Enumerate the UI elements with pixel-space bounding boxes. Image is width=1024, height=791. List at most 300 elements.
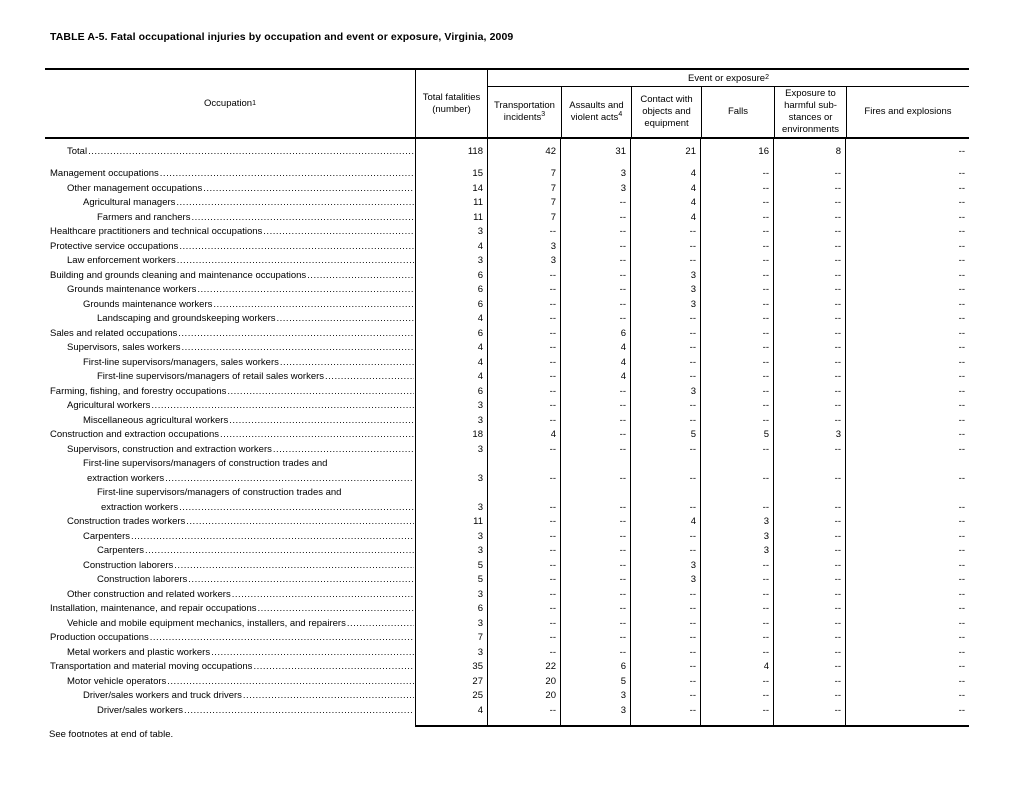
transportation-cell — [487, 457, 560, 472]
contact-cell: -- — [630, 703, 700, 718]
fires-cell: -- — [845, 500, 969, 515]
occupation-label: Grounds maintenance workers — [67, 284, 197, 296]
fires-cell: -- — [845, 631, 969, 646]
falls-cell: -- — [700, 413, 773, 428]
transportation-cell: -- — [487, 573, 560, 588]
occupation-label: Supervisors, sales workers — [67, 342, 181, 354]
occupation-header-label: Occupation — [204, 97, 253, 109]
occupation-label: Vehicle and mobile equipment mechanics, installers, and repairers — [67, 617, 346, 629]
table-row — [45, 428, 969, 443]
contact-cell: -- — [630, 529, 700, 544]
transportation-cell: -- — [487, 355, 560, 370]
exposure-cell: -- — [773, 181, 845, 196]
transportation-cell: -- — [487, 413, 560, 428]
occupation-label: Agricultural workers — [67, 400, 151, 412]
dot-leader — [191, 212, 414, 223]
occupation-cell — [45, 515, 415, 530]
falls-cell — [700, 457, 773, 472]
exposure-cell: -- — [773, 297, 845, 312]
total-fatalities-header — [415, 70, 487, 137]
occupation-cell — [45, 413, 415, 428]
occupation-cell — [45, 210, 415, 225]
occupation-cell — [45, 370, 415, 385]
table-row — [45, 558, 969, 573]
table-row — [45, 181, 969, 196]
event-exposure-header: Event or exposure 2 — [488, 70, 969, 87]
exposure-cell: -- — [773, 283, 845, 298]
total-fatalities-cell: 4 — [415, 312, 487, 327]
fires-cell: -- — [845, 587, 969, 602]
contact-cell: -- — [630, 239, 700, 254]
occupation-cell — [45, 703, 415, 718]
table-row — [45, 239, 969, 254]
occupation-label: Construction laborers — [97, 574, 188, 586]
occupation-label: Law enforcement workers — [67, 255, 176, 267]
occupation-cell — [45, 689, 415, 704]
assaults-cell: -- — [560, 413, 630, 428]
table-row — [45, 144, 969, 159]
transportation-cell: 3 — [487, 239, 560, 254]
table-row — [45, 689, 969, 704]
assaults-cell: 3 — [560, 689, 630, 704]
assaults-cell: 4 — [560, 355, 630, 370]
exposure-cell: -- — [773, 500, 845, 515]
exposure-header-label: Exposure to harmful sub-stances or environments — [781, 88, 840, 135]
fires-cell: -- — [845, 297, 969, 312]
fires-explosions-header — [846, 87, 969, 137]
assaults-cell — [560, 159, 630, 167]
fires-cell: -- — [845, 660, 969, 675]
occupation-label: Metal workers and plastic workers — [67, 646, 211, 658]
total-fatalities-cell: 6 — [415, 268, 487, 283]
falls-cell: -- — [700, 283, 773, 298]
assaults-cell: 4 — [560, 341, 630, 356]
total-fatalities-cell — [415, 486, 487, 501]
dot-leader — [182, 342, 414, 353]
assaults-cell: 31 — [560, 144, 630, 159]
occupation-header: Occupation 1 — [204, 97, 256, 109]
occupation-label: Other construction and related workers — [67, 588, 231, 600]
occupation-cell — [45, 384, 415, 399]
fires-cell: -- — [845, 268, 969, 283]
dot-leader — [88, 146, 414, 157]
falls-cell: -- — [700, 703, 773, 718]
total-fatalities-cell: 25 — [415, 689, 487, 704]
occupation-label: Landscaping and groundskeeping workers — [97, 313, 276, 325]
falls-cell: -- — [700, 268, 773, 283]
assaults-cell: -- — [560, 587, 630, 602]
table-row — [45, 225, 969, 240]
exposure-cell: -- — [773, 515, 845, 530]
total-fatalities-cell: 3 — [415, 645, 487, 660]
fires-cell: -- — [845, 573, 969, 588]
fires-cell: -- — [845, 703, 969, 718]
total-fatalities-cell: 3 — [415, 587, 487, 602]
transportation-cell: -- — [487, 283, 560, 298]
assaults-cell: -- — [560, 312, 630, 327]
occupation-cell — [45, 297, 415, 312]
assaults-cell: -- — [560, 602, 630, 617]
transportation-cell: 42 — [487, 144, 560, 159]
occupation-cell — [45, 181, 415, 196]
dot-leader — [131, 531, 414, 542]
occupation-cell — [45, 196, 415, 211]
assaults-cell: -- — [560, 573, 630, 588]
contact-cell: 21 — [630, 144, 700, 159]
table-row — [45, 500, 969, 515]
exposure-cell: -- — [773, 225, 845, 240]
transportation-cell — [487, 486, 560, 501]
dot-leader — [203, 183, 414, 194]
occupation-cell — [45, 660, 415, 675]
transportation-cell: -- — [487, 471, 560, 486]
total-fatalities-cell: 6 — [415, 326, 487, 341]
occupation-cell — [45, 674, 415, 689]
exposure-cell — [773, 159, 845, 167]
exposure-cell: -- — [773, 384, 845, 399]
contact-cell: -- — [630, 645, 700, 660]
table-row — [45, 515, 969, 530]
table-row — [45, 341, 969, 356]
total-fatalities-cell: 11 — [415, 210, 487, 225]
dot-leader — [184, 705, 414, 716]
occupation-label: Building and grounds cleaning and maintenance occupations — [50, 269, 307, 281]
assaults-cell: -- — [560, 384, 630, 399]
exposure-cell: 3 — [773, 428, 845, 443]
occupation-label: First-line supervisors/managers of construction trades and — [97, 487, 342, 499]
transportation-cell: -- — [487, 326, 560, 341]
contact-cell: 3 — [630, 283, 700, 298]
occupation-label: Construction laborers — [83, 559, 174, 571]
contact-cell — [630, 486, 700, 501]
exposure-cell: 8 — [773, 144, 845, 159]
dot-leader — [179, 502, 414, 513]
assaults-cell: -- — [560, 558, 630, 573]
exposure-cell — [773, 718, 845, 728]
falls-cell: -- — [700, 225, 773, 240]
occupation-label: Production occupations — [50, 632, 149, 644]
fires-cell: -- — [845, 399, 969, 414]
total-fatalities-header-label: Total fatalities (number) — [422, 91, 481, 115]
total-fatalities-cell: 6 — [415, 384, 487, 399]
total-fatalities-cell: 4 — [415, 341, 487, 356]
exposure-cell: -- — [773, 703, 845, 718]
total-fatalities-cell — [415, 718, 487, 728]
occupation-cell — [45, 616, 415, 631]
contact-cell: 4 — [630, 515, 700, 530]
falls-cell: 3 — [700, 515, 773, 530]
table-row — [45, 159, 969, 167]
contact-cell: 4 — [630, 181, 700, 196]
contact-cell: -- — [630, 341, 700, 356]
contact-cell: -- — [630, 471, 700, 486]
table-row — [45, 254, 969, 269]
assaults-header-label: Assaults and violent acts — [569, 100, 624, 123]
contact-cell: 5 — [630, 428, 700, 443]
transportation-cell: 7 — [487, 167, 560, 182]
contact-cell: -- — [630, 544, 700, 559]
occupation-label: Miscellaneous agricultural workers — [83, 414, 229, 426]
table-row — [45, 457, 969, 472]
occupation-cell — [45, 544, 415, 559]
contact-cell: 3 — [630, 384, 700, 399]
falls-cell: -- — [700, 312, 773, 327]
assaults-cell: -- — [560, 442, 630, 457]
assaults-cell: 6 — [560, 326, 630, 341]
assaults-cell: -- — [560, 515, 630, 530]
fires-cell: -- — [845, 529, 969, 544]
dot-leader — [160, 168, 414, 179]
contact-cell: -- — [630, 631, 700, 646]
total-fatalities-cell: 14 — [415, 181, 487, 196]
fires-cell: -- — [845, 689, 969, 704]
contact-cell: -- — [630, 312, 700, 327]
dot-leader — [197, 284, 414, 295]
falls-cell: -- — [700, 616, 773, 631]
fires-cell: -- — [845, 674, 969, 689]
fires-cell: -- — [845, 384, 969, 399]
assaults-cell: -- — [560, 616, 630, 631]
total-fatalities-cell: 3 — [415, 442, 487, 457]
exposure-cell: -- — [773, 544, 845, 559]
contact-cell: -- — [630, 689, 700, 704]
total-fatalities-cell: 3 — [415, 399, 487, 414]
total-fatalities-cell: 6 — [415, 297, 487, 312]
table-row — [45, 486, 969, 501]
occupation-cell — [45, 718, 415, 728]
dot-leader — [145, 545, 414, 556]
fires-cell — [845, 159, 969, 167]
assaults-cell: -- — [560, 544, 630, 559]
footnote-text: See footnotes at end of table. — [49, 729, 174, 740]
occupation-label: Motor vehicle operators — [67, 675, 167, 687]
occupation-cell — [45, 239, 415, 254]
falls-header-label: Falls — [727, 106, 749, 118]
total-fatalities-cell: 4 — [415, 703, 487, 718]
event-exposure-group — [487, 70, 969, 137]
falls-cell: -- — [700, 399, 773, 414]
table-row — [45, 326, 969, 341]
table-row — [45, 355, 969, 370]
transportation-cell: -- — [487, 225, 560, 240]
falls-cell: -- — [700, 442, 773, 457]
exposure-cell: -- — [773, 587, 845, 602]
occupation-label: Driver/sales workers — [97, 704, 184, 716]
assaults-cell: 6 — [560, 660, 630, 675]
total-fatalities-cell: 6 — [415, 283, 487, 298]
transportation-cell: 7 — [487, 210, 560, 225]
transportation-cell: -- — [487, 703, 560, 718]
fires-cell: -- — [845, 442, 969, 457]
table-title: TABLE A-5. Fatal occupational injuries by occupation and event or exposure, Virginia, 2009 — [50, 31, 514, 43]
contact-cell: 3 — [630, 558, 700, 573]
total-fatalities-cell: 3 — [415, 500, 487, 515]
contact-cell: -- — [630, 413, 700, 428]
assaults-cell: -- — [560, 283, 630, 298]
falls-cell: -- — [700, 167, 773, 182]
total-fatalities-cell: 3 — [415, 471, 487, 486]
table-row — [45, 297, 969, 312]
occupation-label: Farming, fishing, and forestry occupations — [50, 385, 227, 397]
occupation-cell — [45, 268, 415, 283]
exposure-cell: -- — [773, 399, 845, 414]
assaults-cell: -- — [560, 196, 630, 211]
transportation-cell: -- — [487, 631, 560, 646]
exposure-cell: -- — [773, 210, 845, 225]
total-fatalities-cell — [415, 159, 487, 167]
fires-cell — [845, 457, 969, 472]
assaults-cell: -- — [560, 225, 630, 240]
table-row — [45, 384, 969, 399]
occupation-cell — [45, 355, 415, 370]
occupation-cell — [45, 283, 415, 298]
exposure-cell: -- — [773, 326, 845, 341]
transportation-cell: -- — [487, 500, 560, 515]
transportation-cell: 20 — [487, 674, 560, 689]
transportation-cell: -- — [487, 515, 560, 530]
dot-leader — [186, 516, 414, 527]
table-row — [45, 210, 969, 225]
transportation-cell: -- — [487, 268, 560, 283]
assaults-cell: -- — [560, 631, 630, 646]
occupation-label: Transportation and material moving occupations — [50, 661, 253, 673]
occupational-injuries-table — [45, 68, 969, 727]
dot-leader — [176, 197, 414, 208]
dot-leader — [165, 473, 414, 484]
falls-cell: -- — [700, 471, 773, 486]
exposure-cell: -- — [773, 602, 845, 617]
contact-cell: 4 — [630, 167, 700, 182]
fires-cell: -- — [845, 239, 969, 254]
exposure-cell: -- — [773, 442, 845, 457]
assaults-cell: -- — [560, 210, 630, 225]
contact-cell — [630, 457, 700, 472]
occupation-label: Farmers and ranchers — [97, 211, 191, 223]
contact-cell: -- — [630, 674, 700, 689]
total-fatalities-cell: 7 — [415, 631, 487, 646]
assaults-cell: -- — [560, 399, 630, 414]
occupation-cell — [45, 312, 415, 327]
total-fatalities-cell: 5 — [415, 573, 487, 588]
falls-cell: -- — [700, 196, 773, 211]
occupation-cell — [45, 602, 415, 617]
fires-cell: -- — [845, 254, 969, 269]
table-row — [45, 283, 969, 298]
contact-cell: -- — [630, 225, 700, 240]
dot-leader — [213, 299, 414, 310]
transportation-cell: -- — [487, 312, 560, 327]
exposure-cell: -- — [773, 167, 845, 182]
occupation-label: Management occupations — [50, 168, 159, 180]
occupation-label: Construction and extraction occupations — [50, 429, 219, 441]
table-body — [45, 139, 969, 727]
fires-header-label: Fires and explosions — [864, 106, 952, 118]
transportation-cell: -- — [487, 442, 560, 457]
table-row — [45, 587, 969, 602]
falls-cell: -- — [700, 370, 773, 385]
table-row — [45, 616, 969, 631]
assaults-cell: 3 — [560, 181, 630, 196]
table-row — [45, 529, 969, 544]
table-row — [45, 167, 969, 182]
occupation-cell — [45, 471, 415, 486]
table-row — [45, 471, 969, 486]
falls-cell: 3 — [700, 529, 773, 544]
contact-cell: 4 — [630, 196, 700, 211]
fires-cell: -- — [845, 225, 969, 240]
transportation-cell — [487, 159, 560, 167]
fires-cell: -- — [845, 544, 969, 559]
table-row — [45, 660, 969, 675]
table-row — [45, 703, 969, 718]
transportation-cell: -- — [487, 370, 560, 385]
dot-leader — [273, 444, 414, 455]
dot-leader — [263, 226, 414, 237]
occupation-cell — [45, 486, 415, 501]
falls-cell — [700, 486, 773, 501]
table-row — [45, 631, 969, 646]
fires-cell: -- — [845, 210, 969, 225]
contact-cell: -- — [630, 587, 700, 602]
exposure-cell: -- — [773, 196, 845, 211]
transportation-cell: 7 — [487, 181, 560, 196]
fires-cell: -- — [845, 616, 969, 631]
falls-cell: -- — [700, 239, 773, 254]
dot-leader — [167, 676, 414, 687]
table-row — [45, 268, 969, 283]
falls-cell: -- — [700, 326, 773, 341]
dot-leader — [229, 415, 414, 426]
transportation-cell: -- — [487, 645, 560, 660]
transportation-cell: -- — [487, 384, 560, 399]
exposure-cell — [773, 486, 845, 501]
dot-leader — [347, 618, 414, 629]
transportation-cell: 22 — [487, 660, 560, 675]
total-fatalities-cell: 4 — [415, 355, 487, 370]
fires-cell: -- — [845, 471, 969, 486]
fires-cell: -- — [845, 428, 969, 443]
table-row — [45, 573, 969, 588]
dot-leader — [232, 589, 414, 600]
falls-cell: -- — [700, 602, 773, 617]
occupation-cell — [45, 529, 415, 544]
assaults-cell: 4 — [560, 370, 630, 385]
exposure-cell: -- — [773, 312, 845, 327]
total-fatalities-cell: 3 — [415, 254, 487, 269]
fires-cell: -- — [845, 283, 969, 298]
contact-cell: -- — [630, 326, 700, 341]
falls-cell: -- — [700, 355, 773, 370]
transportation-cell: -- — [487, 297, 560, 312]
footnote-marker: 3 — [541, 110, 546, 118]
table-row — [45, 413, 969, 428]
dot-leader — [325, 371, 414, 382]
fires-cell: -- — [845, 413, 969, 428]
fires-cell: -- — [845, 602, 969, 617]
transportation-cell: 4 — [487, 428, 560, 443]
transportation-incidents-header — [488, 87, 561, 137]
fires-cell: -- — [845, 196, 969, 211]
dot-leader — [174, 560, 414, 571]
dot-leader — [178, 328, 414, 339]
occupation-cell — [45, 573, 415, 588]
table-row — [45, 312, 969, 327]
dot-leader — [307, 270, 414, 281]
exposure-cell: -- — [773, 254, 845, 269]
total-fatalities-cell: 6 — [415, 602, 487, 617]
falls-cell: -- — [700, 297, 773, 312]
contact-header-label: Contact with objects and equipment — [640, 94, 693, 129]
